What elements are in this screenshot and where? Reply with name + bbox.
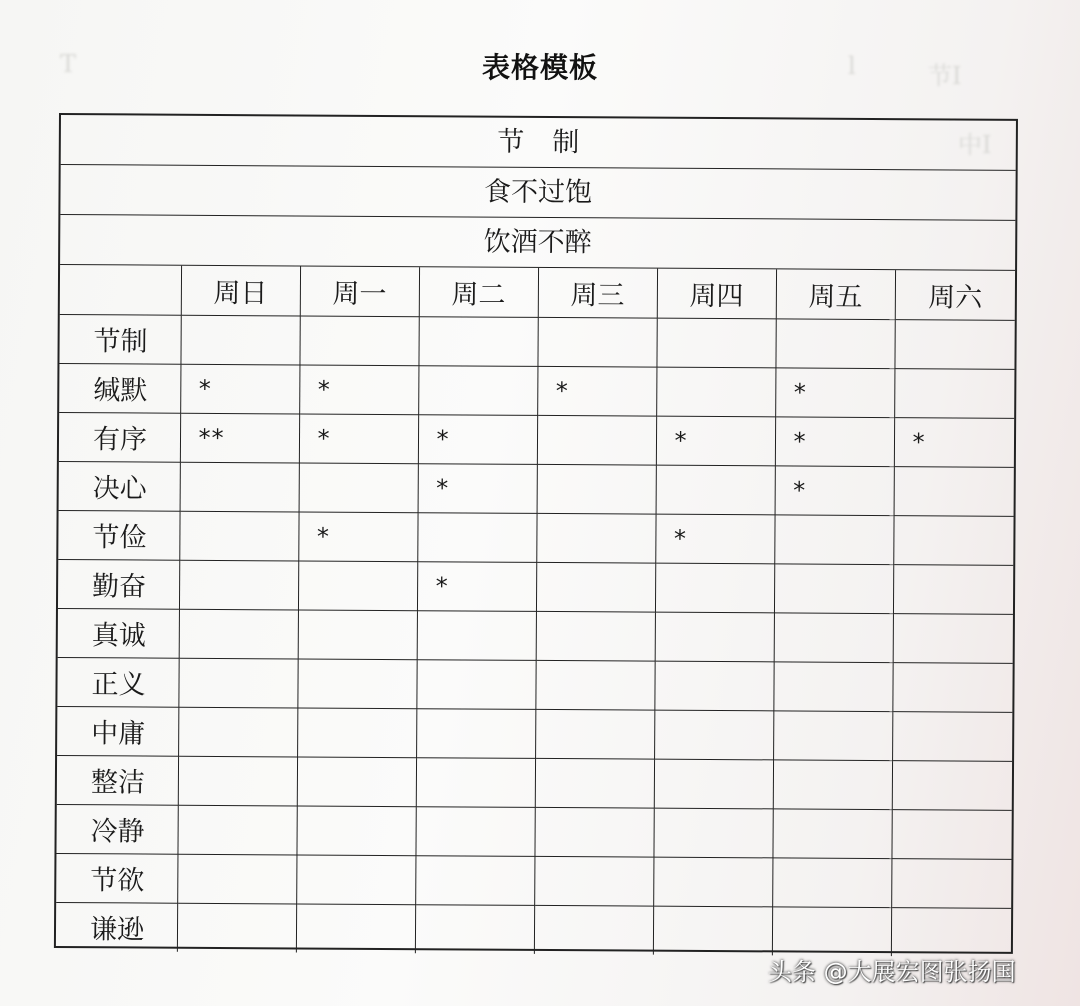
day-header: 周一 [300,266,419,316]
fault-mark-cell [415,806,534,856]
fault-mark-cell [775,318,894,368]
day-header: 周日 [181,266,300,316]
fault-mark-cell [178,658,297,708]
fault-mark-cell [653,808,772,858]
fault-mark-cell: * [656,416,775,466]
virtue-label: 节制 [59,314,180,364]
fault-mark-cell: * [894,417,1014,467]
fault-mark-cell [537,317,656,367]
fault-mark-cell [418,365,537,415]
fault-mark-cell [774,563,893,613]
table-row [57,755,1012,810]
table-row [56,853,1011,908]
fault-mark-cell [418,316,537,366]
fault-mark-cell [415,904,534,954]
fault-mark-cell [535,758,654,808]
bleed-through-mark: T [60,50,77,78]
table-row [57,706,1012,761]
fault-mark-cell [893,515,1013,565]
fault-mark-cell [534,856,653,906]
fault-mark-cell: * [418,414,537,464]
fault-mark-cell: * [775,416,894,466]
fault-mark-cell [894,368,1014,418]
fault-mark-cell [773,710,892,760]
fault-mark-cell [891,809,1011,859]
fault-mark-cell [537,464,656,514]
fault-mark-cell [536,513,655,563]
fault-mark-cell [297,707,416,757]
virtue-label: 有序 [59,412,180,462]
fault-mark-cell [179,560,298,610]
source-watermark: 头条 @大展宏图张扬国 [768,958,1016,986]
fault-mark-cell [535,660,654,710]
virtue-label: 节欲 [56,853,177,903]
fault-mark-cell: * [417,561,536,611]
fault-mark-cell [296,854,415,904]
virtue-label: 真诚 [58,608,179,658]
table-row [59,412,1014,467]
virtue-label: 勤奋 [58,559,179,609]
fault-mark-cell [179,511,298,561]
table-row [59,461,1014,516]
fault-mark-cell [180,462,299,512]
fault-mark-cell [891,858,1011,908]
fault-mark-cell [536,611,655,661]
fault-mark-cell [535,709,654,759]
fault-mark-cell [537,415,656,465]
fault-mark-cell [416,659,535,709]
fault-mark-cell [893,564,1013,614]
fault-mark-cell [891,907,1011,957]
fault-mark-cell [653,857,772,907]
fault-mark-cell [297,756,416,806]
day-header: 周六 [895,270,1015,320]
fault-mark-cell: * [655,514,774,564]
virtue-label: 冷静 [56,804,177,854]
fault-mark-cell [178,756,297,806]
fault-mark-cell [534,905,653,955]
fault-mark-cell [893,613,1013,663]
fault-mark-cell [894,319,1014,369]
fault-mark-cell [772,857,891,907]
fault-mark-cell [536,562,655,612]
fault-mark-cell [416,708,535,758]
fault-mark-cell [892,711,1012,761]
day-header: 周四 [657,269,776,319]
fault-mark-cell [178,707,297,757]
bleed-through-mark: l [848,52,856,80]
virtue-label: 中庸 [57,706,178,756]
corner-cell [60,265,181,315]
fault-mark-cell [417,512,536,562]
table-row [58,510,1013,565]
fault-mark-cell [299,315,418,365]
fault-mark-cell: * [298,511,417,561]
day-header: 周三 [538,268,657,318]
fault-mark-cell [774,612,893,662]
fault-mark-cell [296,805,415,855]
banner-precept-1: 食不过饱 [60,165,1015,221]
virtue-label: 缄默 [59,363,180,413]
fault-mark-cell [653,906,772,956]
fault-mark-cell [654,759,773,809]
fault-mark-cell [656,318,775,368]
fault-mark-cell [177,854,296,904]
fault-mark-cell [177,903,296,953]
fault-mark-cell: * [775,367,894,417]
banner-precept-2: 饮酒不醉 [60,215,1015,271]
table-row [57,657,1012,712]
day-header: 周二 [419,267,538,317]
bleed-through-mark: 中I [958,131,992,159]
table-row [59,314,1014,369]
table-row [59,363,1014,418]
table-row [58,559,1013,614]
fault-mark-cell [180,315,299,365]
day-header: 周五 [776,269,895,319]
fault-mark-cell [772,906,891,956]
table-row [58,608,1013,663]
fault-mark-cell: * [418,463,537,513]
fault-mark-cell [417,610,536,660]
fault-mark-cell: * [299,413,418,463]
fault-mark-cell: * [537,366,656,416]
fault-mark-cell: ** [180,413,299,463]
fault-mark-cell [656,367,775,417]
virtue-chart-table [54,113,1018,954]
fault-mark-cell [654,661,773,711]
fault-mark-cell [892,662,1012,712]
fault-mark-cell [655,563,774,613]
fault-mark-cell [297,658,416,708]
virtue-label: 整洁 [57,755,178,805]
fault-mark-cell [415,855,534,905]
page-title: 表格模板 [481,51,598,84]
fault-mark-cell [655,612,774,662]
day-header-row [60,265,1015,320]
virtue-label: 谦逊 [56,902,177,952]
fault-mark-cell [296,903,415,953]
fault-mark-cell [894,466,1014,516]
banner-virtue: 节制 [61,115,1016,171]
fault-mark-cell [656,465,775,515]
bleed-through-mark: 节I [928,62,962,90]
fault-mark-cell [774,514,893,564]
fault-mark-cell [298,609,417,659]
virtue-label: 正义 [57,657,178,707]
fault-mark-cell [298,560,417,610]
fault-mark-cell [534,807,653,857]
table-row [56,902,1011,957]
fault-mark-cell: * [180,364,299,414]
fault-mark-cell [416,757,535,807]
fault-mark-cell [773,759,892,809]
fault-mark-cell [772,808,891,858]
fault-mark-cell [892,760,1012,810]
virtue-label: 节俭 [58,510,179,560]
fault-mark-cell [773,661,892,711]
table-row [56,804,1011,859]
fault-mark-cell: * [299,364,418,414]
weekly-grid [56,265,1015,957]
grid-body [56,265,1015,957]
fault-mark-cell [299,462,418,512]
fault-mark-cell [179,609,298,659]
virtue-label: 决心 [59,461,180,511]
fault-mark-cell [654,710,773,760]
fault-mark-cell: * [775,465,894,515]
fault-mark-cell [177,805,296,855]
